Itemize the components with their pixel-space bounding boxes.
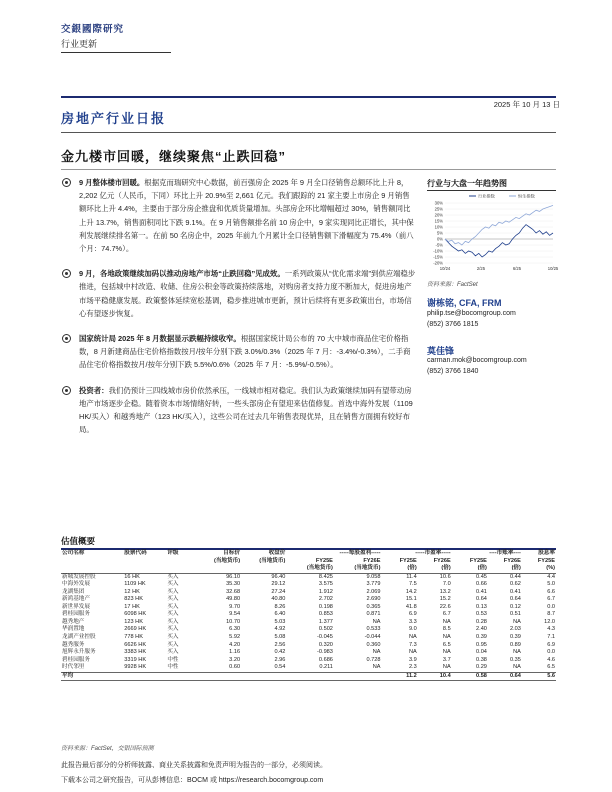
table-cell: 0.45 <box>476 573 487 580</box>
table-cell: 2.40 <box>476 626 487 633</box>
bullet-item <box>61 332 416 372</box>
table-cell: NA <box>442 649 451 656</box>
table-cell: NA <box>408 649 417 656</box>
disclaimer-line[interactable]: 下载本公司之研究报告，可从彭博信息：BOCM 或 https://research.bocomgroup.com <box>61 777 324 784</box>
y-tick-label: 15% <box>434 218 443 224</box>
table-cell: 10.6 <box>439 573 451 580</box>
header-cell: (%) <box>522 565 556 573</box>
table-cell: 0.89 <box>510 641 521 648</box>
header-cell: 收盘价 <box>268 550 286 556</box>
table-cell: 3.779 <box>366 581 381 588</box>
table-cell: 中性 <box>167 664 179 671</box>
table-cell: 15.2 <box>439 596 451 603</box>
table-header-row <box>61 550 556 558</box>
table-cell: 0.360 <box>366 641 381 648</box>
table-cell: 新鸿基地产 <box>62 596 90 603</box>
y-tick-label: -20% <box>433 260 443 266</box>
table-cell: 5.92 <box>229 634 241 641</box>
table-cell: 16 HK <box>124 573 140 580</box>
table-cell: 5.0 <box>547 581 555 588</box>
bullet-item <box>61 384 416 437</box>
table-cell <box>198 672 241 681</box>
table-cell: 0.51 <box>510 611 521 618</box>
header-cell: (当地货币) <box>334 565 382 573</box>
table-cell: 14.2 <box>405 588 417 595</box>
bullet-icon <box>62 269 71 278</box>
table-body <box>61 573 556 681</box>
table-cell: 买入 <box>167 603 179 610</box>
header-cell: (当地货币) <box>213 557 241 564</box>
table-cell: 0.54 <box>274 664 286 671</box>
table-cell: 41.8 <box>405 603 417 610</box>
table-cell: 7.3 <box>408 641 417 648</box>
table-cell: NA <box>372 618 381 625</box>
table-cell: 0.686 <box>318 656 333 663</box>
table-cell: 49.80 <box>226 596 241 603</box>
series-line <box>445 225 553 257</box>
table-cell: -0.044 <box>364 634 381 641</box>
bullet-lead: 投资者： <box>79 385 109 395</box>
table-cell: 32.68 <box>226 588 241 595</box>
table-cell: 9928 HK <box>124 664 147 671</box>
analyst-email[interactable]: carman.mok@bocomgroup.com <box>427 357 527 364</box>
table-cell: 123 HK <box>124 618 143 625</box>
table-cell: 6.40 <box>274 611 286 618</box>
table-cell: 10.70 <box>226 618 241 625</box>
bullet-lead: 9 月，各地政策继续加码以推动房地产市场“止跌回稳”见成效。 <box>79 269 285 279</box>
x-tick-label: 10/24 <box>439 266 451 271</box>
table-cell: 3.20 <box>229 656 241 663</box>
report-date: 2025 年 10 月 13 日 <box>493 100 560 109</box>
table-cell: 新世界发展 <box>62 603 90 610</box>
table-cell: 1.377 <box>318 618 333 625</box>
table-header-row <box>61 558 556 566</box>
table-cell: 0.320 <box>318 641 333 648</box>
y-tick-label: -5% <box>435 242 443 248</box>
table-cell: 买入 <box>167 634 179 641</box>
table-cell: 0.42 <box>274 649 286 656</box>
chart-source: 资料来源：FactSet <box>427 282 478 288</box>
table-cell <box>286 672 334 681</box>
table-cell: 华润置地 <box>62 626 85 633</box>
header-group: -----市盈率----- <box>415 550 451 556</box>
header-cell: FY25E <box>315 557 333 564</box>
table-cell: 越秀地产 <box>62 618 85 625</box>
table-cell: 3.7 <box>442 656 451 663</box>
table-cell: 0.58 <box>452 672 488 681</box>
table-cell: 823 HK <box>124 596 143 603</box>
bullet-item <box>61 176 416 255</box>
company-logo-text: 交銀國際研究 <box>61 24 125 35</box>
table-cell: 2.56 <box>274 641 286 648</box>
bullet-icon <box>62 334 71 343</box>
table-cell: 7.1 <box>547 634 555 641</box>
table-row <box>61 626 556 634</box>
header-cell: FY26E <box>503 557 521 564</box>
table-cell <box>241 672 286 681</box>
table-cell: 10.4 <box>418 672 452 681</box>
table-row <box>61 619 556 627</box>
table-cell: 9.0 <box>408 626 417 633</box>
table-cell: 1.16 <box>229 649 241 656</box>
table-total-row <box>61 672 556 681</box>
table-cell: NA <box>513 664 521 671</box>
table-cell: 8.26 <box>274 603 286 610</box>
table-cell: 40.80 <box>271 596 286 603</box>
table-cell: 买入 <box>167 626 179 633</box>
table-row <box>61 604 556 612</box>
table-cell: 0.0 <box>547 649 555 656</box>
header-cell: 目标价 <box>223 550 241 556</box>
table-cell: 4.92 <box>274 626 286 633</box>
table-cell: 5.6 <box>522 672 556 681</box>
table-cell: 0.41 <box>476 588 487 595</box>
table-cell: 8.5 <box>442 626 451 633</box>
table-cell: 7.5 <box>408 581 417 588</box>
table-row <box>61 634 556 642</box>
table-cell: 0.64 <box>476 596 487 603</box>
table-cell: 2.690 <box>366 596 381 603</box>
headline: 金九楼市回暖，继续聚焦“止跌回稳” <box>61 149 287 164</box>
table-cell: 3319 HK <box>124 656 147 663</box>
header-cell: (倍) <box>418 565 452 573</box>
table-cell: 9.058 <box>366 573 381 580</box>
header-cell: FY26E <box>433 557 451 564</box>
table-cell: 6.7 <box>547 596 555 603</box>
analyst-name: 莫佳锋 <box>427 346 455 356</box>
table-cell: 4.6 <box>547 656 555 663</box>
x-tick-label: 2/25 <box>476 266 486 271</box>
table-cell: 0.64 <box>488 672 522 681</box>
table-title: 估值概要 <box>61 536 96 546</box>
table-cell: 778 HK <box>124 634 143 641</box>
table-cell: 11.4 <box>406 573 417 580</box>
bullet-text: 根据国家统计局公布的 70 大中城市商品住宅价格指数，8 月新建商品住宅价格指数按月/按年分别下跌 3.0%/0.3%（2025 年 7 月：-3.4%/-0.3%），二手商品住宅价格指数按月/按年分别下跌 5.5%/0.6%（2025 年 7 月：-5.9%/-0.5%）。 <box>79 334 411 370</box>
table-cell: 0.533 <box>366 626 381 633</box>
bullet-item <box>61 267 416 320</box>
table-cell: NA <box>408 634 417 641</box>
x-tick-label: 6/25 <box>512 266 522 271</box>
table-row <box>61 611 556 619</box>
table-cell <box>123 672 166 681</box>
analyst-phone: (852) 3766 1815 <box>427 321 479 328</box>
y-tick-label: -10% <box>433 248 443 254</box>
table-cell: 0.66 <box>476 581 487 588</box>
chart-title: 行业与大盘一年趋势图 <box>427 179 507 188</box>
table-cell: 0.871 <box>366 611 381 618</box>
table-cell: NA <box>372 649 381 656</box>
bullet-text: 根据克而瑞研究中心数据，前百强房企 2025 年 9 月全口径销售总额环比上升 8，2,202 亿元（人民币，下同）环比上升 20.9%至 2,661 亿元。我们跟踪的 21 家主要上市房企 9 月销售额环比上升 4.4%，主要由于部分房企推盘和优质货量增加。头部房企环比增幅超过 30%，销售额同比上升 13.7%，销售面积同比下跌 9.1%。在 9 月销售额排名前 10 房企中，9 家实现同比正增长，其中保利发展继续排名第一。在前 50 名房企中，2025 年前九个月累计全口径销售额下滑幅度为 75.4%（前八个月：74.7%）。 <box>79 178 414 254</box>
table-cell: 0.39 <box>476 634 487 641</box>
table-cell: 新城发展控股 <box>62 573 96 580</box>
headline-divider <box>61 169 556 170</box>
table-cell: 3.9 <box>408 656 417 663</box>
header-cell: FY25E <box>469 557 487 564</box>
table-cell: 4.4 <box>547 573 555 580</box>
y-tick-label: 25% <box>434 206 443 212</box>
table-cell: NA <box>442 634 451 641</box>
report-title: 房地产行业日报 <box>61 111 167 126</box>
table-cell: 6.9 <box>547 641 555 648</box>
table-cell: 6.5 <box>442 641 451 648</box>
table-cell: 2.96 <box>274 656 286 663</box>
table-cell: 3.575 <box>318 581 333 588</box>
title-divider <box>61 132 556 133</box>
header-cell: (倍) <box>452 565 488 573</box>
table-cell: 0.60 <box>229 664 241 671</box>
table-cell: NA <box>513 649 521 656</box>
table-cell: 12 HK <box>124 588 140 595</box>
header-cell: 公司名称 <box>62 550 85 556</box>
bullet-text: 我们仍预计三四线城市房价依然承压，一线城市相对稳定。我们认为政策继续加码有望带动房地产市场逐步企稳。随着资本市场情绪好转，一些头部房企有望迎来估值修复。首选中海外发展（1109 HK/买入）和越秀地产（123 HK/买入），这些公司在过去几年销售表现优异，且在销售方面拥有较好布局。 <box>79 385 413 435</box>
table-cell: 3383 HK <box>124 649 147 656</box>
bullet-text: 一系列政策从“优化需求端”到供应端稳步推进，包括城中村改造、收储、住房公积金等政策持续落地，对购房者支持力度不断加大，促进房地产市场平稳健康发展。政策整体延续宽松基调，稳步推进城市更新，预计后续将有更多政策出台，市场信心有望逐步恢复。 <box>79 269 416 318</box>
header-cell: FY25E <box>399 557 417 564</box>
table-cell: 4.3 <box>547 626 555 633</box>
table-cell: 5.08 <box>274 634 286 641</box>
table-cell: 0.728 <box>366 656 381 663</box>
table-cell: 13.2 <box>439 588 451 595</box>
table-cell: 11.2 <box>381 672 417 681</box>
table-cell: 1.912 <box>318 588 333 595</box>
table-cell: 0.29 <box>476 664 487 671</box>
table-cell: 买入 <box>167 588 179 595</box>
table-cell: 8.425 <box>318 573 333 580</box>
table-cell: 中性 <box>167 656 179 663</box>
table-cell: 7.0 <box>442 581 451 588</box>
header-cell: (当地货币) <box>259 557 286 564</box>
bullet-icon <box>62 386 71 395</box>
title-bar-rule <box>61 96 556 98</box>
table-cell: 0.853 <box>318 611 333 618</box>
y-tick-label: 30% <box>434 200 443 206</box>
y-tick-label: 10% <box>434 224 443 230</box>
table-cell: 6.5 <box>547 664 555 671</box>
header-group: -----每股盈利----- <box>339 550 381 556</box>
table-cell: 8.7 <box>547 611 555 618</box>
table-cell: 龙湖集团 <box>62 588 85 595</box>
table-cell: 买入 <box>167 573 179 580</box>
table-cell: NA <box>442 618 451 625</box>
trend-chart <box>427 191 557 276</box>
table-cell: 0.12 <box>510 603 521 610</box>
table-cell: NA <box>372 664 381 671</box>
table-cell: 买入 <box>167 581 179 588</box>
table-cell: 3.3 <box>408 618 417 625</box>
table-cell: 0.28 <box>476 618 487 625</box>
table-cell: 买入 <box>167 641 179 648</box>
legend-label: 行业指数 <box>478 193 495 199</box>
table-row <box>61 657 556 665</box>
table-cell: 碧桂园服务 <box>62 611 90 618</box>
table-cell: 旭辉永升服务 <box>62 649 96 656</box>
table-cell: 0.95 <box>476 641 487 648</box>
table-cell: -0.983 <box>317 649 333 656</box>
table-cell: 2.702 <box>318 596 333 603</box>
legend-label: 恒生指数 <box>518 193 535 199</box>
table-cell: 0.04 <box>476 649 487 656</box>
table-cell: 6.9 <box>408 611 417 618</box>
table-cell: 2.3 <box>408 664 417 671</box>
header-cell: FY25E <box>537 557 555 564</box>
table-cell: 越秀服务 <box>62 641 85 648</box>
table-cell: 27.24 <box>271 588 286 595</box>
section-tag: 行业更新 <box>61 39 98 49</box>
table-cell: 0.44 <box>510 573 521 580</box>
analyst-phone: (852) 3766 1840 <box>427 368 479 375</box>
table-cell: 4.20 <box>229 641 241 648</box>
table-cell: 平均 <box>61 672 123 681</box>
table-row <box>61 664 556 672</box>
table-cell: 0.365 <box>366 603 381 610</box>
table-row <box>61 649 556 657</box>
table-cell: 买入 <box>167 596 179 603</box>
table-cell: 35.30 <box>226 581 241 588</box>
header-cell: 评级 <box>167 550 179 556</box>
table-cell: 0.211 <box>319 664 333 671</box>
table-cell: 时代邻里 <box>62 664 85 671</box>
table-cell: 0.0 <box>547 603 555 610</box>
table-cell: NA <box>442 664 451 671</box>
table-row <box>61 581 556 589</box>
table-header-row <box>61 565 556 573</box>
bullet-lead: 9 月整体楼市回暖。 <box>79 178 145 187</box>
table-cell: 龙湖产业控股 <box>62 634 96 641</box>
y-tick-label: 5% <box>436 230 443 236</box>
table-cell: 6626 HK <box>124 641 147 648</box>
bullet-lead: 国家统计局 2025 年 8 月数据显示跌幅持续收窄。 <box>79 334 241 344</box>
table-row <box>61 642 556 650</box>
table-cell: 6.7 <box>442 611 451 618</box>
bullet-icon <box>62 178 71 187</box>
header-divider <box>61 52 171 53</box>
table-cell: NA <box>513 618 521 625</box>
table-cell: 9.54 <box>229 611 241 618</box>
header-group: ----市账率---- <box>489 550 521 556</box>
table-cell: 碧桂园服务 <box>62 656 90 663</box>
table-cell: 中海外发展 <box>62 581 90 588</box>
table-cell: 0.53 <box>476 611 487 618</box>
table-cell: 6.30 <box>229 626 241 633</box>
table-cell: 0.64 <box>510 596 521 603</box>
table-cell: 买入 <box>167 618 179 625</box>
header-group: 股息率 <box>538 550 555 556</box>
y-tick-label: 20% <box>434 212 443 218</box>
header-cell: (倍) <box>381 565 417 573</box>
table-cell: 2.069 <box>366 588 381 595</box>
table-cell: 6.6 <box>547 588 555 595</box>
table-cell: 22.6 <box>439 603 451 610</box>
header-cell: (当地货币) <box>286 565 334 573</box>
header-cell: FY26E <box>363 557 381 564</box>
table-cell: 15.1 <box>405 596 417 603</box>
table-cell: 买入 <box>167 649 179 656</box>
table-cell <box>334 672 382 681</box>
table-cell: 1109 HK <box>124 581 146 588</box>
table-cell: -0.045 <box>317 634 333 641</box>
valuation-table <box>61 550 556 681</box>
y-tick-label: -15% <box>433 254 443 260</box>
table-cell: 0.13 <box>476 603 487 610</box>
y-tick-label: 0% <box>436 236 443 242</box>
table-cell: 0.41 <box>510 588 521 595</box>
table-cell: 6098 HK <box>124 611 147 618</box>
table-cell: 2669 HK <box>124 626 147 633</box>
table-cell: 5.03 <box>274 618 286 625</box>
table-cell: 12.0 <box>544 618 555 625</box>
header-cell: 股票代码 <box>124 550 147 556</box>
analyst-email[interactable]: philip.tse@bocomgroup.com <box>427 310 516 317</box>
table-cell: 96.10 <box>226 573 241 580</box>
table-cell: 0.35 <box>510 656 521 663</box>
table-cell: 9.70 <box>229 603 241 610</box>
table-source: 资料来源：FactSet，交银国际预测 <box>61 746 154 752</box>
header-cell: (倍) <box>488 565 522 573</box>
table-cell: 2.03 <box>510 626 521 633</box>
table-cell: 0.39 <box>510 634 521 641</box>
table-cell: 29.12 <box>271 581 286 588</box>
table-cell: 0.198 <box>318 603 333 610</box>
table-cell <box>166 672 198 681</box>
table-cell: 0.62 <box>510 581 521 588</box>
disclaimer-line: 此报告最后部分的分析师披露、商业关系披露和免责声明为报告的一部分，必须阅读。 <box>61 762 327 769</box>
table-cell: 买入 <box>167 611 179 618</box>
table-cell: 0.38 <box>476 656 487 663</box>
table-row <box>61 573 556 581</box>
table-cell: 0.502 <box>318 626 333 633</box>
table-cell: 17 HK <box>124 603 140 610</box>
table-cell: 96.40 <box>271 573 286 580</box>
analyst-name: 谢栋铭, CFA, FRM <box>427 298 502 308</box>
table-row <box>61 589 556 597</box>
table-row <box>61 596 556 604</box>
key-points <box>61 176 416 448</box>
x-tick-label: 10/25 <box>547 266 559 271</box>
